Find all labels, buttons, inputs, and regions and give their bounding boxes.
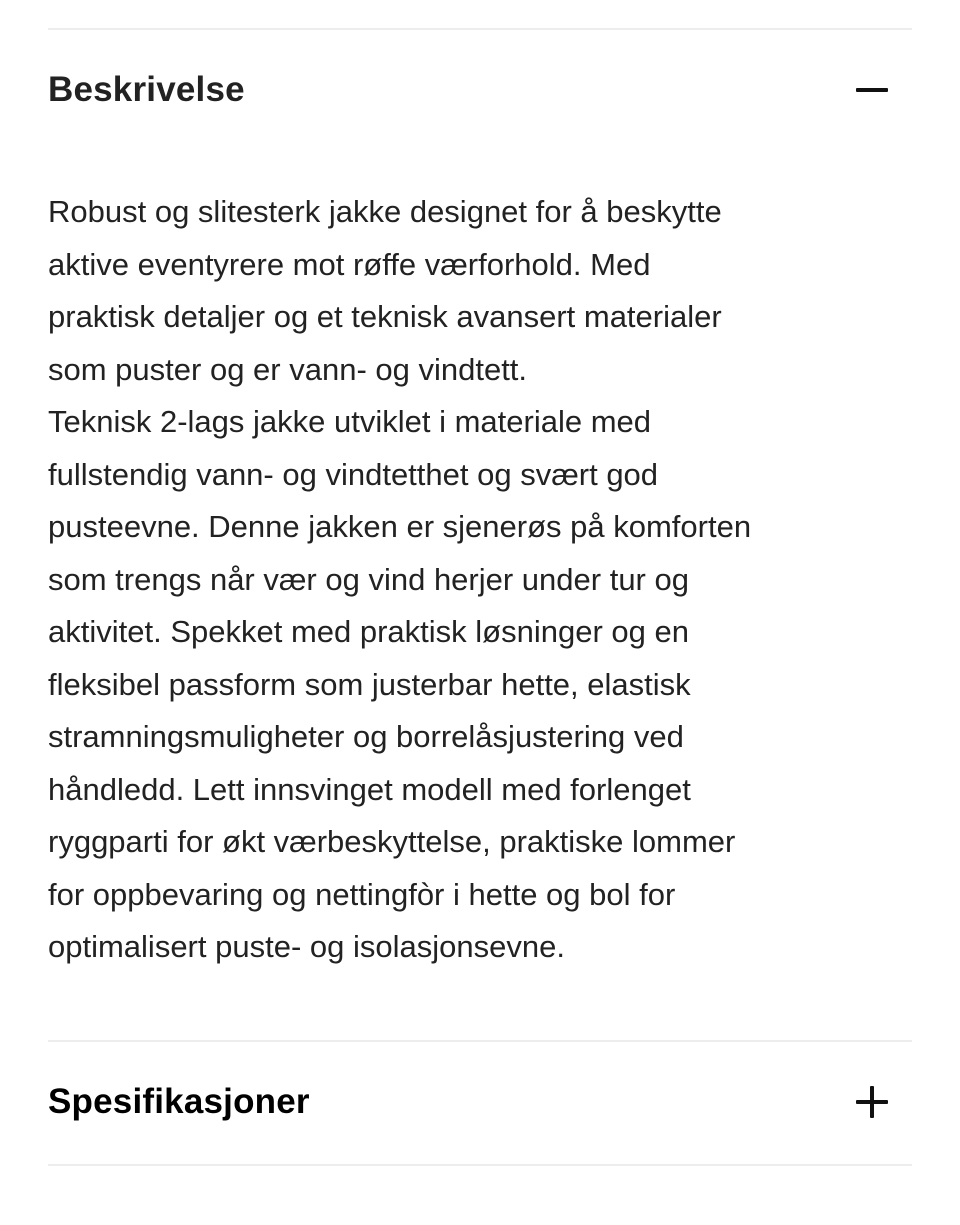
description-line: pusteevne. Denne jakken er sjenerøs på komforten [48,509,752,544]
divider-middle [48,1040,912,1042]
description-line: stramningsmuligheter og borrelåsjustering ved [48,719,684,754]
description-line: fleksibel passform som justerbar hette, elastisk [48,666,691,702]
plus-icon[interactable] [856,1086,888,1118]
section-title: Spesifikasjoner [48,1082,310,1121]
description-line: fullstendig vann- og vindtetthet og svært god [48,456,659,492]
description-line: for oppbevaring og nettingfòr i hette og bol for [48,876,676,912]
description-line: som trengs når vær og vind herjer under tur og [48,561,689,597]
accordion-header-beskrivelse[interactable] [48,50,912,130]
accordion-header-spesifikasjoner[interactable] [48,1062,912,1142]
description-line: aktive eventyrere mot røffe værforhold. Med [48,246,651,282]
description-line: Teknisk 2-lags jakke utviklet i materiale med [48,404,652,439]
description-line: optimalisert puste- og isolasjonsevne. [48,929,565,964]
section-title: Beskrivelse [48,70,245,109]
divider-top [48,28,912,30]
description-line: ryggparti for økt værbeskyttelse, praktiske lommer [48,824,736,859]
description-line: som puster og er vann- og vindtett. [48,351,528,387]
description-line: praktisk detaljer og et teknisk avansert materialer [48,299,722,334]
minus-icon[interactable] [856,74,888,106]
description-text [48,186,751,974]
description-line: håndledd. Lett innsvinget modell med forlenget [48,771,691,807]
divider-bottom [48,1164,912,1166]
description-line: Robust og slitesterk jakke designet for å beskytte [48,194,722,229]
description-line: aktivitet. Spekket med praktisk løsninger og en [48,614,689,649]
